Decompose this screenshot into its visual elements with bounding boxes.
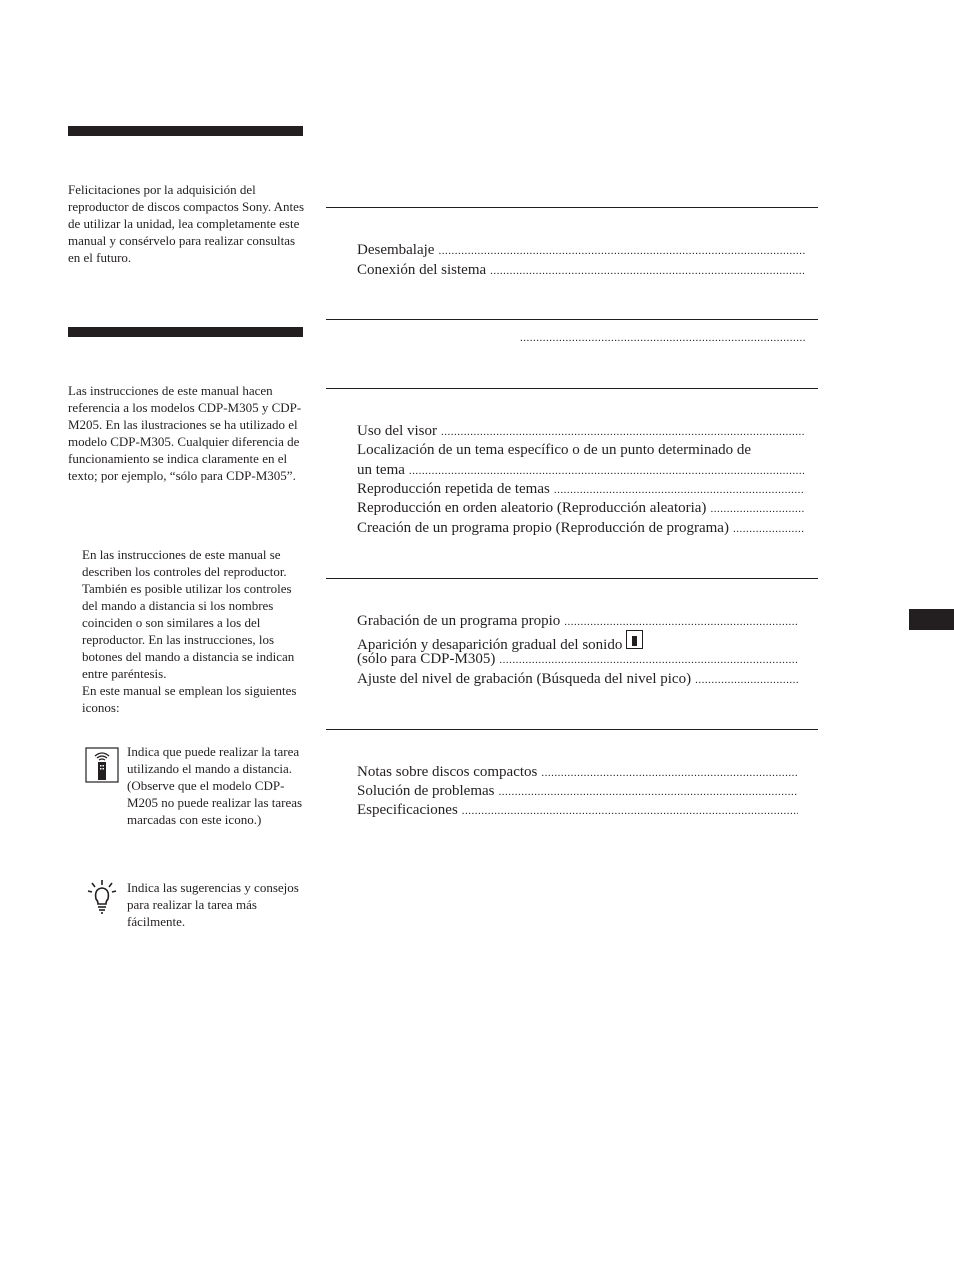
- toc-entry-aleatoria[interactable]: Reproducción en orden aleatorio (Reproducción aleatoria) .....: [357, 498, 805, 518]
- remote-control-icon: [626, 630, 643, 649]
- remote-icon-legend: [127, 743, 307, 828]
- remote-icon-description: Indica que puede realizar la tarea utilizando el mando a distancia.: [127, 744, 300, 776]
- toc-rule-5: [326, 729, 818, 730]
- toc-entry-grabacion-programa[interactable]: Grabación de un programa propio .....: [357, 611, 798, 631]
- toc-entry-uso-visor[interactable]: Uso del visor .....: [357, 421, 805, 441]
- toc-rule-1: [326, 207, 818, 208]
- toc-entry-localizacion-cont[interactable]: un tema .....: [357, 460, 805, 480]
- toc-rule-2: [326, 319, 818, 320]
- language-edge-tab: [909, 609, 954, 630]
- toc-entry-fade[interactable]: Aparición y desaparición gradual del sonido: [357, 630, 798, 650]
- tip-icon-description: Indica las sugerencias y consejos para realizar la tarea más fácilmente.: [127, 880, 299, 929]
- toc-rule-3: [326, 388, 818, 389]
- about-text-block: [68, 382, 308, 484]
- toc-entry-blank[interactable]: [516, 328, 805, 348]
- controls-text-block: [82, 546, 304, 716]
- toc-rule-4: [326, 578, 818, 579]
- controls-paragraph-1: En las instrucciones de este manual se describen los controles del reproductor.: [82, 547, 287, 579]
- intro-text-block: [68, 181, 308, 266]
- toc-entry-localizacion[interactable]: Localización de un tema específico o de un punto determinado de: [357, 442, 752, 458]
- section-bar-about: [68, 327, 303, 337]
- tip-icon-legend: [127, 879, 307, 930]
- toc-entry-especificaciones[interactable]: Especificaciones .....: [357, 800, 798, 820]
- controls-paragraph-3: En este manual se emplean los siguientes iconos:: [82, 683, 297, 715]
- toc-entry-programa[interactable]: Creación de un programa propio (Reproducción de programa) .....: [357, 518, 805, 538]
- remote-control-icon: [85, 747, 119, 783]
- toc-entry-fade-cont[interactable]: (sólo para CDP-M305) .....: [357, 649, 798, 669]
- toc-entry-nivel-grabacion[interactable]: Ajuste del nivel de grabación (Búsqueda del nivel pico) .....: [357, 669, 798, 689]
- toc-entry-solucion-problemas[interactable]: Solución de problemas .....: [357, 781, 798, 801]
- intro-paragraph: Felicitaciones por la adquisición del reproductor de discos compactos Sony. Antes de utilizar la unidad, lea completamente este manual y consérvelo para realizar consultas en el futuro.: [68, 182, 304, 265]
- toc-entry-conexion[interactable]: Conexión del sistema .....: [357, 260, 805, 280]
- section-bar-intro: [68, 126, 303, 136]
- toc-entry-notas-discos[interactable]: Notas sobre discos compactos .....: [357, 762, 798, 782]
- controls-paragraph-2: También es posible utilizar los controles del mando a distancia si los nombres coinciden o son similares a los del reproductor. En las instrucciones, los botones del mando a distancia se indican entre paréntesis.: [82, 581, 295, 681]
- about-paragraph-models: Las instrucciones de este manual hacen referencia a los modelos CDP-M305 y CDP-M205. En las ilustraciones se ha utilizado el modelo CDP-M305. Cualquier diferencia de funcionamiento se indica claramente en el texto; por ejemplo, “sólo para CDP-M305”.: [68, 383, 302, 483]
- toc-entry-repeticion[interactable]: Reproducción repetida de temas .....: [357, 479, 805, 499]
- remote-icon-note: (Observe que el modelo CDP-M205 no puede realizar las tareas marcadas con este icono.): [127, 778, 303, 827]
- toc-entry-desembalaje[interactable]: Desembalaje .....: [357, 240, 805, 260]
- light-bulb-tip-icon: [86, 879, 118, 915]
